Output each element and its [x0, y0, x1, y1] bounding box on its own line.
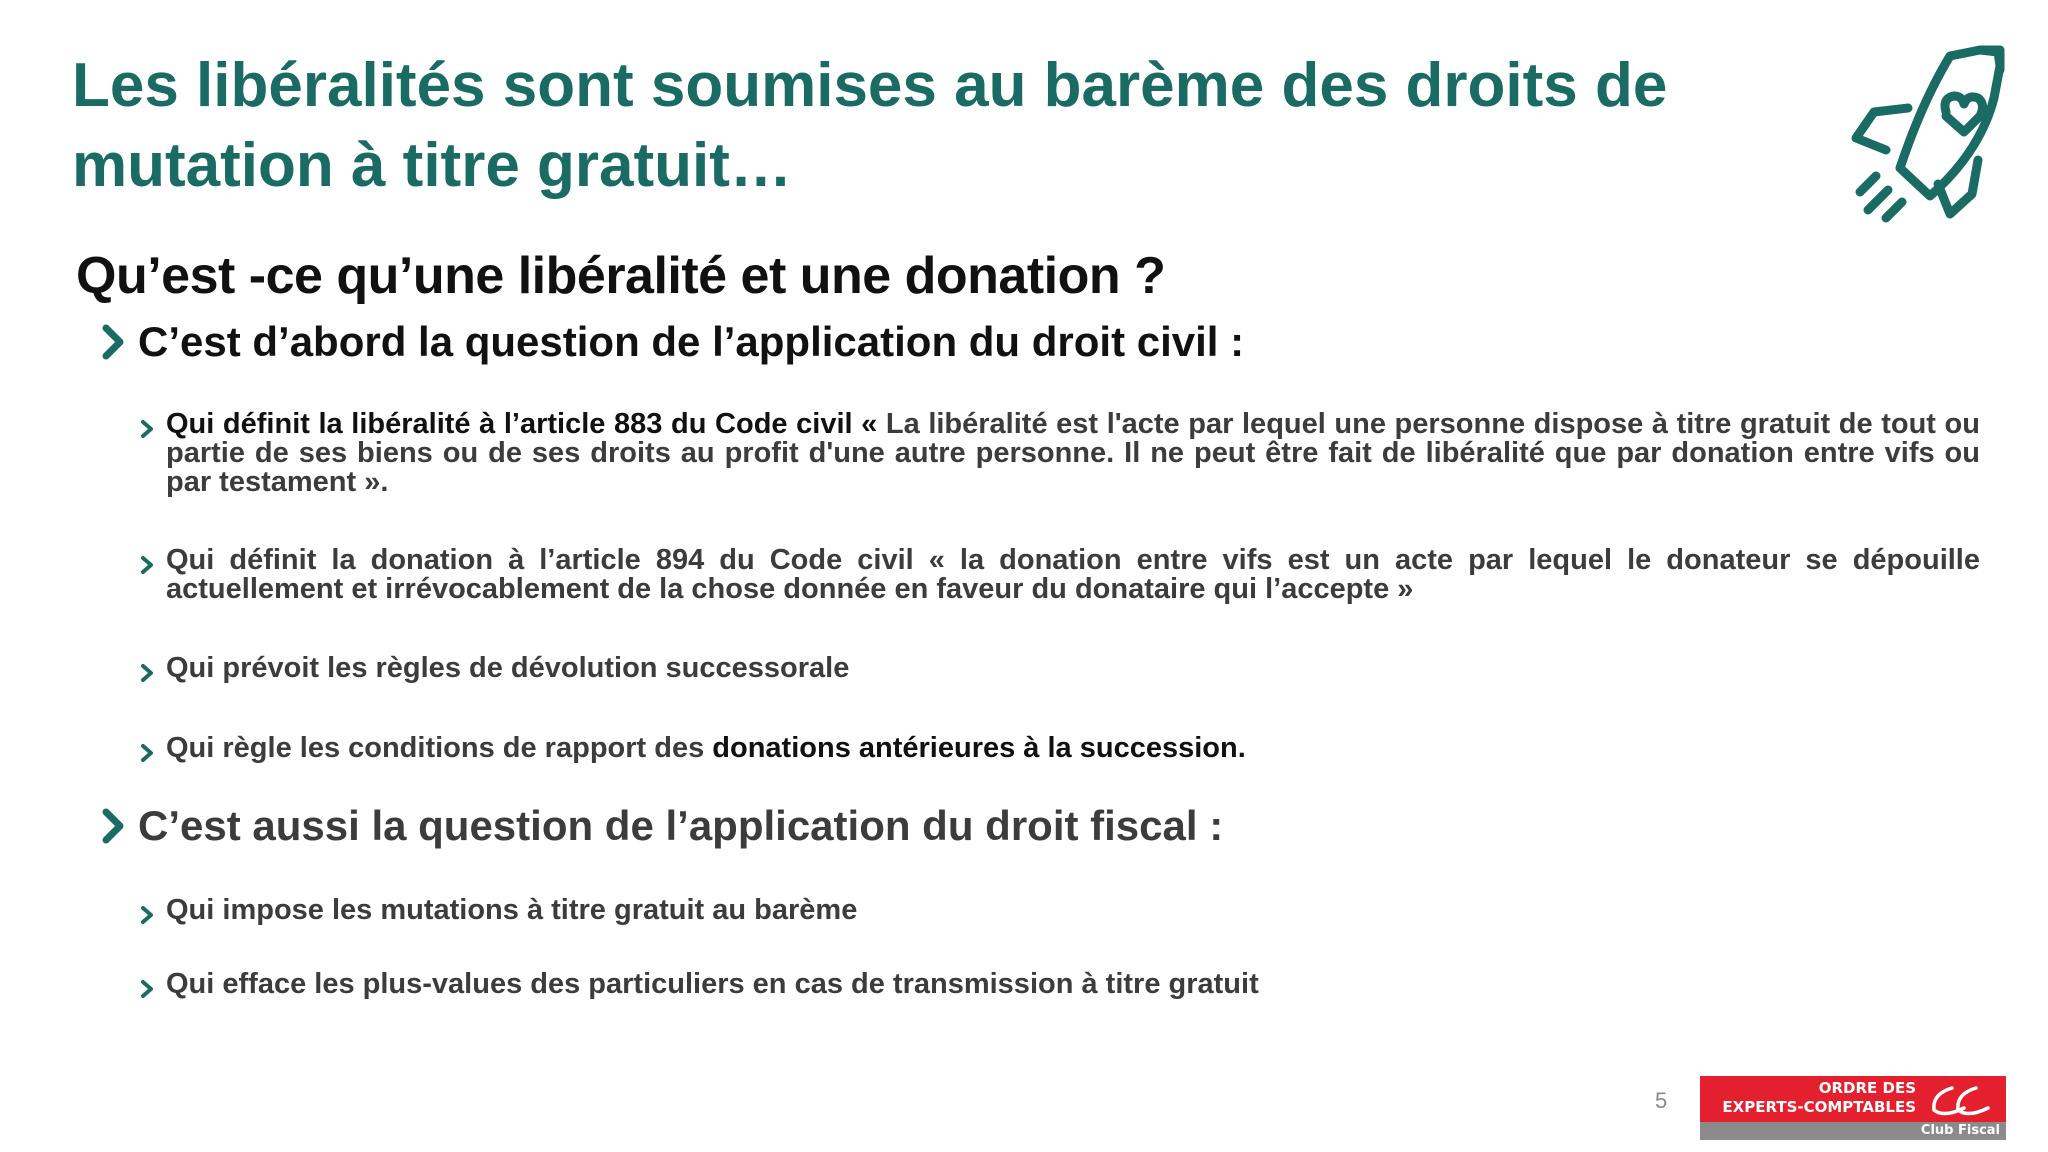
logo-line2: EXPERTS-COMPTABLES — [1722, 1098, 1916, 1116]
swoosh-icon — [1924, 1080, 2004, 1120]
fiscal-section — [100, 802, 1980, 850]
civil-bullet-rapport — [140, 734, 1980, 764]
page-number: 5 — [1655, 1088, 1668, 1113]
fiscal-bullet-plus-values — [140, 970, 1980, 1000]
chevron-right-icon — [140, 418, 154, 440]
bullet-emphasis: donations antérieures à la succession. — [712, 732, 1246, 764]
fiscal-heading — [100, 802, 1980, 850]
civil-section — [100, 318, 1980, 366]
bullet-lead: Qui règle les conditions de rapport des — [166, 732, 713, 764]
fiscal-heading-text: C’est aussi la question de l’application du droit fiscal : — [138, 802, 1224, 849]
bullet-text: Qui impose les mutations à titre gratuit au barème — [166, 894, 858, 926]
chevron-right-icon — [140, 554, 154, 576]
chevron-right-icon — [100, 322, 126, 362]
chevron-right-icon — [140, 662, 154, 684]
bullet-text: Qui définit la donation à l’article 894 du Code civil « la donation entre vifs est un acte par lequel le donateur se dépouille actuellement et irrévocablement de la chose donnée en faveur du donataire qui l’accepte » — [166, 544, 1980, 605]
ordre-experts-comptables-logo — [1700, 1076, 2006, 1140]
civil-bullet-article-894 — [140, 546, 1980, 604]
civil-bullet-article-883 — [140, 410, 1980, 497]
bullet-text: Qui prévoit les règles de dévolution successorale — [166, 652, 850, 684]
section-question: Qu’est -ce qu’une libéralité et une donation ? — [76, 247, 1166, 305]
chevron-right-icon — [140, 742, 154, 764]
bullet-quote: La libéralité est l'acte par lequel une personne dispose à titre gratuit de tout ou partie de ses biens ou de ses droits au profit d'une autre personne. Il ne peut être fait de libéralité que par donation entre vifs ou par testament ». — [166, 408, 1980, 498]
bullet-lead: Qui définit la libéralité à l’article 883 du Code civil « — [166, 408, 886, 440]
bullet-text: Qui efface les plus-values des particuliers en cas de transmission à titre gratuit — [166, 968, 1259, 1000]
civil-bullet-devolution — [140, 654, 1980, 684]
civil-heading — [100, 318, 1980, 366]
logo-club-fiscal: Club Fiscal — [1920, 1123, 2000, 1138]
chevron-right-icon — [140, 904, 154, 926]
fiscal-bullet-bareme — [140, 896, 1980, 926]
chevron-right-icon — [100, 806, 126, 846]
civil-heading-text: C’est d’abord la question de l’application du droit civil : — [138, 318, 1245, 365]
slide-title: Les libéralités sont soumises au barème des droits de mutation à titre gratuit… — [72, 51, 1668, 200]
logo-line1: ORDRE DES — [1818, 1079, 1916, 1097]
rocket-heart-icon — [1830, 42, 2030, 242]
chevron-right-icon — [140, 978, 154, 1000]
